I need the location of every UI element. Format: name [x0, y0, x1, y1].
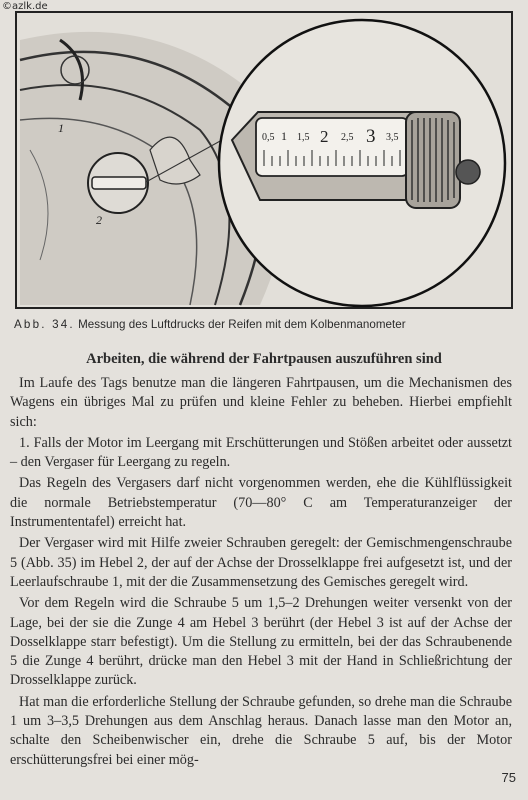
paragraph: Hat man die erforderliche Stellung der Schraube gefunden, so drehe man die Schraube 1 um 3–3,5 Drehungen aus dem Anschlag heraus. Danach lasse man den Motor an, schalte den Scheibenwischer ein, drehe die Schraube 5 auf, bis der Motor erschütterungsfrei bei einer mög-: [10, 693, 512, 768]
caption-prefix: Abb. 34.: [14, 318, 75, 331]
paragraph: Das Regeln des Vergasers darf nicht vorgenommen werden, ehe die Kühlflüssigkeit die normale Betriebstemperatur (70—80° C am Temperaturanzeiger der Instrumententafel) erreicht hat.: [10, 475, 512, 531]
scale-label-3: 3: [366, 126, 376, 147]
scale-label-05: 0,5: [262, 132, 275, 143]
scale-label-1: 1: [281, 129, 287, 143]
section-heading: Arbeiten, die während der Fahrtpausen auszuführen sind: [86, 351, 442, 367]
paragraph: Im Laufe des Tags benutze man die längeren Fahrtpausen, um die Mechanismen des Wagens ein übriges Mal zu prüfen und kleine Fehler zu beheben. Hierbei empfiehlt sich:: [10, 375, 512, 430]
scale-label-25: 2,5: [341, 132, 354, 143]
figure-caption: [14, 318, 514, 331]
scale-label-2: 2: [320, 127, 329, 146]
scale-label-15: 1,5: [297, 132, 310, 143]
tire-pressure-illustration: [0, 0, 528, 312]
small-gauge: [92, 177, 146, 189]
label-2: 2: [96, 213, 102, 227]
watermark: ©azlk.de: [2, 1, 48, 12]
paragraph: Der Vergaser wird mit Hilfe zweier Schrauben geregelt: der Gemischmengenschraube 5 (Abb. 35) im Hebel 2, der auf der Achse der Drosselklappe frei aufgesetzt ist, und der Leerlaufschraube 1, mit der die Zusammensetzung des Gemisches geregelt wird.: [10, 535, 512, 590]
paragraph: Vor dem Regeln wird die Schraube 5 um 1,5–2 Drehungen weiter versenkt von der Lage, bei der sie die Zunge 4 am Hebel 3 berührt (der Hebel 3 ist auf der Achse der Dosselklappe starr befestigt). Um die Stellung zu ermitteln, bei der das Schraubenende 5 die Zunge 4 berührt, drücke man den Hebel 3 mit der Hand in Schließrichtung der Drosselklappe zurück.: [10, 595, 512, 689]
body-text: [10, 374, 512, 770]
label-1: 1: [58, 121, 64, 135]
paragraph: 1. Falls der Motor im Leergang mit Erschütterungen und Stößen arbeitet oder aussetzt – den Vergaser für Leergang zu regeln.: [10, 434, 512, 471]
page-number: 75: [501, 770, 516, 785]
scale-label-35: 3,5: [386, 132, 399, 143]
caption-text: Messung des Luftdrucks der Reifen mit dem Kolbenmanometer: [74, 318, 406, 331]
gauge-zoom: [219, 20, 505, 306]
